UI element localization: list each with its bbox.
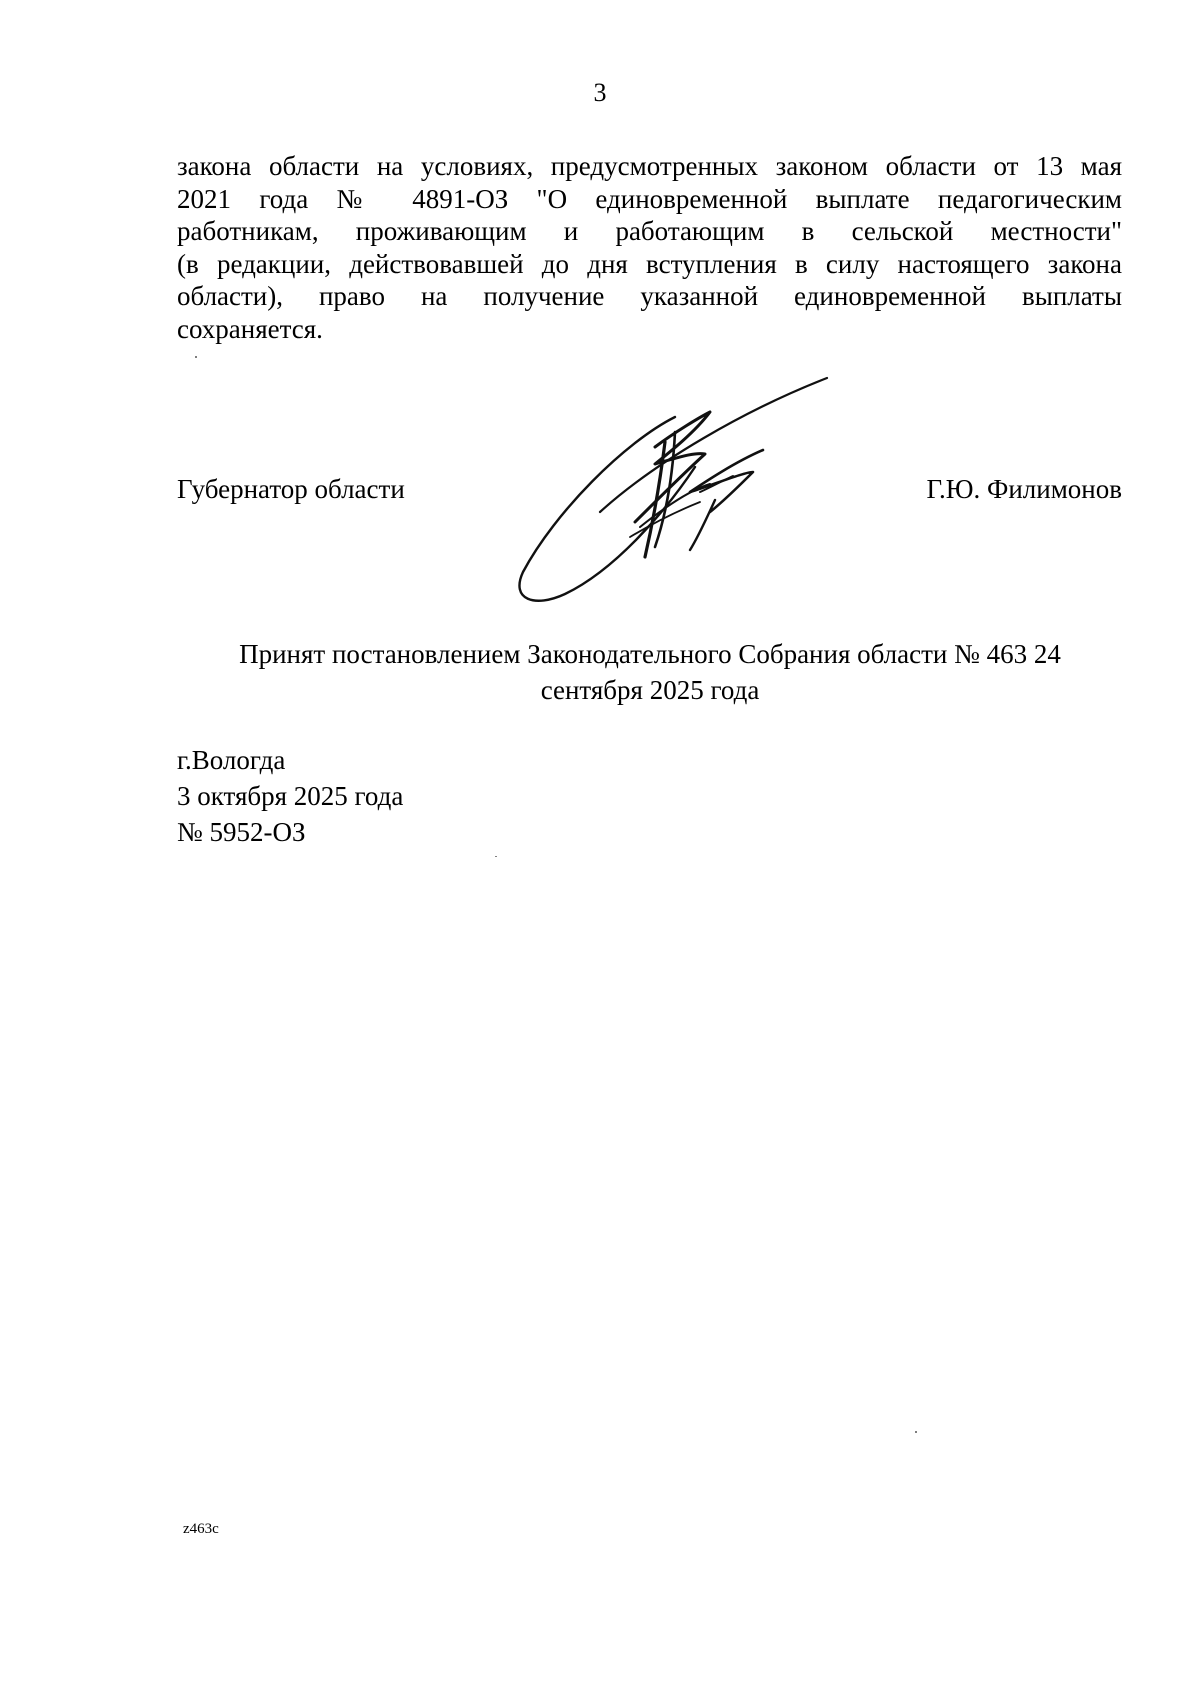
scan-speck: [195, 356, 197, 358]
page-number: 3: [593, 78, 607, 107]
scan-speck: [915, 1431, 917, 1433]
body-line-4: (в редакции, действовавшей до дня вступления в силу настоящего закона: [177, 248, 1122, 279]
body-line-5: области), право на получение указанной единовременной выплаты: [177, 281, 1122, 311]
signatory-role: Губернатор области: [177, 474, 405, 504]
body-line-6: сохраняется.: [177, 313, 323, 344]
place-city: г.Вологда: [177, 745, 286, 775]
body-line-2: 2021 года № 4891-ОЗ "О единовременной выплате педагогическим: [177, 183, 1122, 214]
signature-block: [177, 472, 1122, 512]
adoption-line-1: Принят постановлением Законодательного Собрания области № 463: [239, 639, 1028, 669]
scan-speck: [495, 856, 497, 857]
body-paragraph: [177, 150, 1122, 345]
place-date-number: [177, 742, 403, 850]
signing-date: 3 октября 2025 года: [177, 781, 404, 811]
law-number: № 5952-ОЗ: [177, 817, 306, 847]
adoption-line-2: 24 сентября 2025 года: [540, 639, 1061, 705]
body-line-1: закона области на условиях, предусмотренных законом области от 13 мая: [177, 151, 1122, 181]
signatory-name: Г.Ю. Филимонов: [926, 474, 1122, 504]
body-line-3: работникам, проживающим и работающим в сельской местности": [177, 216, 1122, 246]
adoption-note: [230, 636, 1070, 708]
document-code: z463c: [183, 1521, 219, 1537]
